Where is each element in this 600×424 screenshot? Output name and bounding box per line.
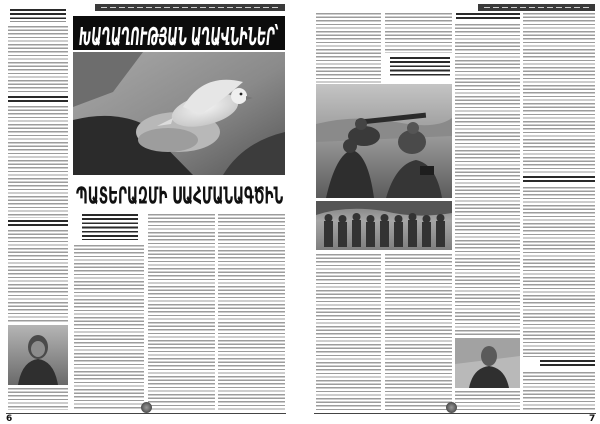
left-page-header-strip (95, 4, 285, 11)
right-page-emblem-icon (446, 402, 457, 413)
left-column-subhead (8, 220, 68, 228)
right-text-column-2-top (385, 13, 452, 53)
left-column-text (8, 106, 68, 218)
article-headline: ՊԱՏԵՐԱԶՄԻ ՍԱՀՄԱՆԱԳԾԻՆ (76, 184, 283, 207)
right-column-3-subhead (456, 13, 520, 21)
right-text-column-3-bottom (455, 391, 520, 410)
right-text-column-1-bottom (316, 254, 381, 410)
left-column-text (8, 26, 68, 94)
article-text-column-2 (148, 214, 215, 410)
section-banner-title: ԽԱՂԱՂՈՒԹՅԱՆ ԱՂԱՎՆԻՆԵՐ՝ (79, 24, 279, 47)
right-article-signature (540, 360, 595, 368)
left-page-emblem-icon (141, 402, 152, 413)
left-column-subhead (8, 96, 68, 104)
left-column-text (8, 230, 68, 322)
soldier-portrait-photo (8, 325, 68, 385)
right-text-column-1-top (316, 13, 381, 83)
man-portrait-photo (455, 338, 520, 388)
left-page (0, 0, 290, 424)
man-portrait-image (455, 338, 520, 388)
right-text-column-3 (455, 24, 520, 335)
article-text-column-3 (218, 214, 285, 410)
left-column-text (8, 388, 68, 410)
left-page-bottom-rule (6, 413, 286, 414)
right-article-kicker (390, 57, 450, 78)
soldiers-aiming-image (316, 84, 452, 198)
section-banner-title-box (79, 21, 279, 47)
right-page (310, 0, 600, 424)
right-text-column-4 (523, 372, 595, 410)
article-byline (82, 214, 138, 240)
soldier-portrait-image (8, 325, 68, 385)
left-column-kicker (10, 9, 66, 22)
section-banner (73, 16, 285, 50)
soldiers-group-image (316, 201, 452, 250)
left-page-number: 6 (6, 414, 13, 424)
dove-in-hands-photo (73, 52, 285, 175)
soldiers-aiming-photo (316, 84, 452, 198)
article-headline-box (76, 181, 283, 207)
right-text-column-4 (523, 13, 595, 173)
right-page-header-strip (478, 4, 595, 11)
right-page-bottom-rule (314, 413, 596, 414)
right-text-column-2-bottom (385, 254, 452, 410)
soldiers-group-photo (316, 201, 452, 250)
right-text-column-4 (523, 187, 595, 357)
dove-in-hands-image (73, 52, 285, 175)
article-text-column-1 (74, 245, 144, 410)
right-column-4-subhead (523, 176, 595, 184)
right-page-number: 7 (589, 414, 596, 424)
